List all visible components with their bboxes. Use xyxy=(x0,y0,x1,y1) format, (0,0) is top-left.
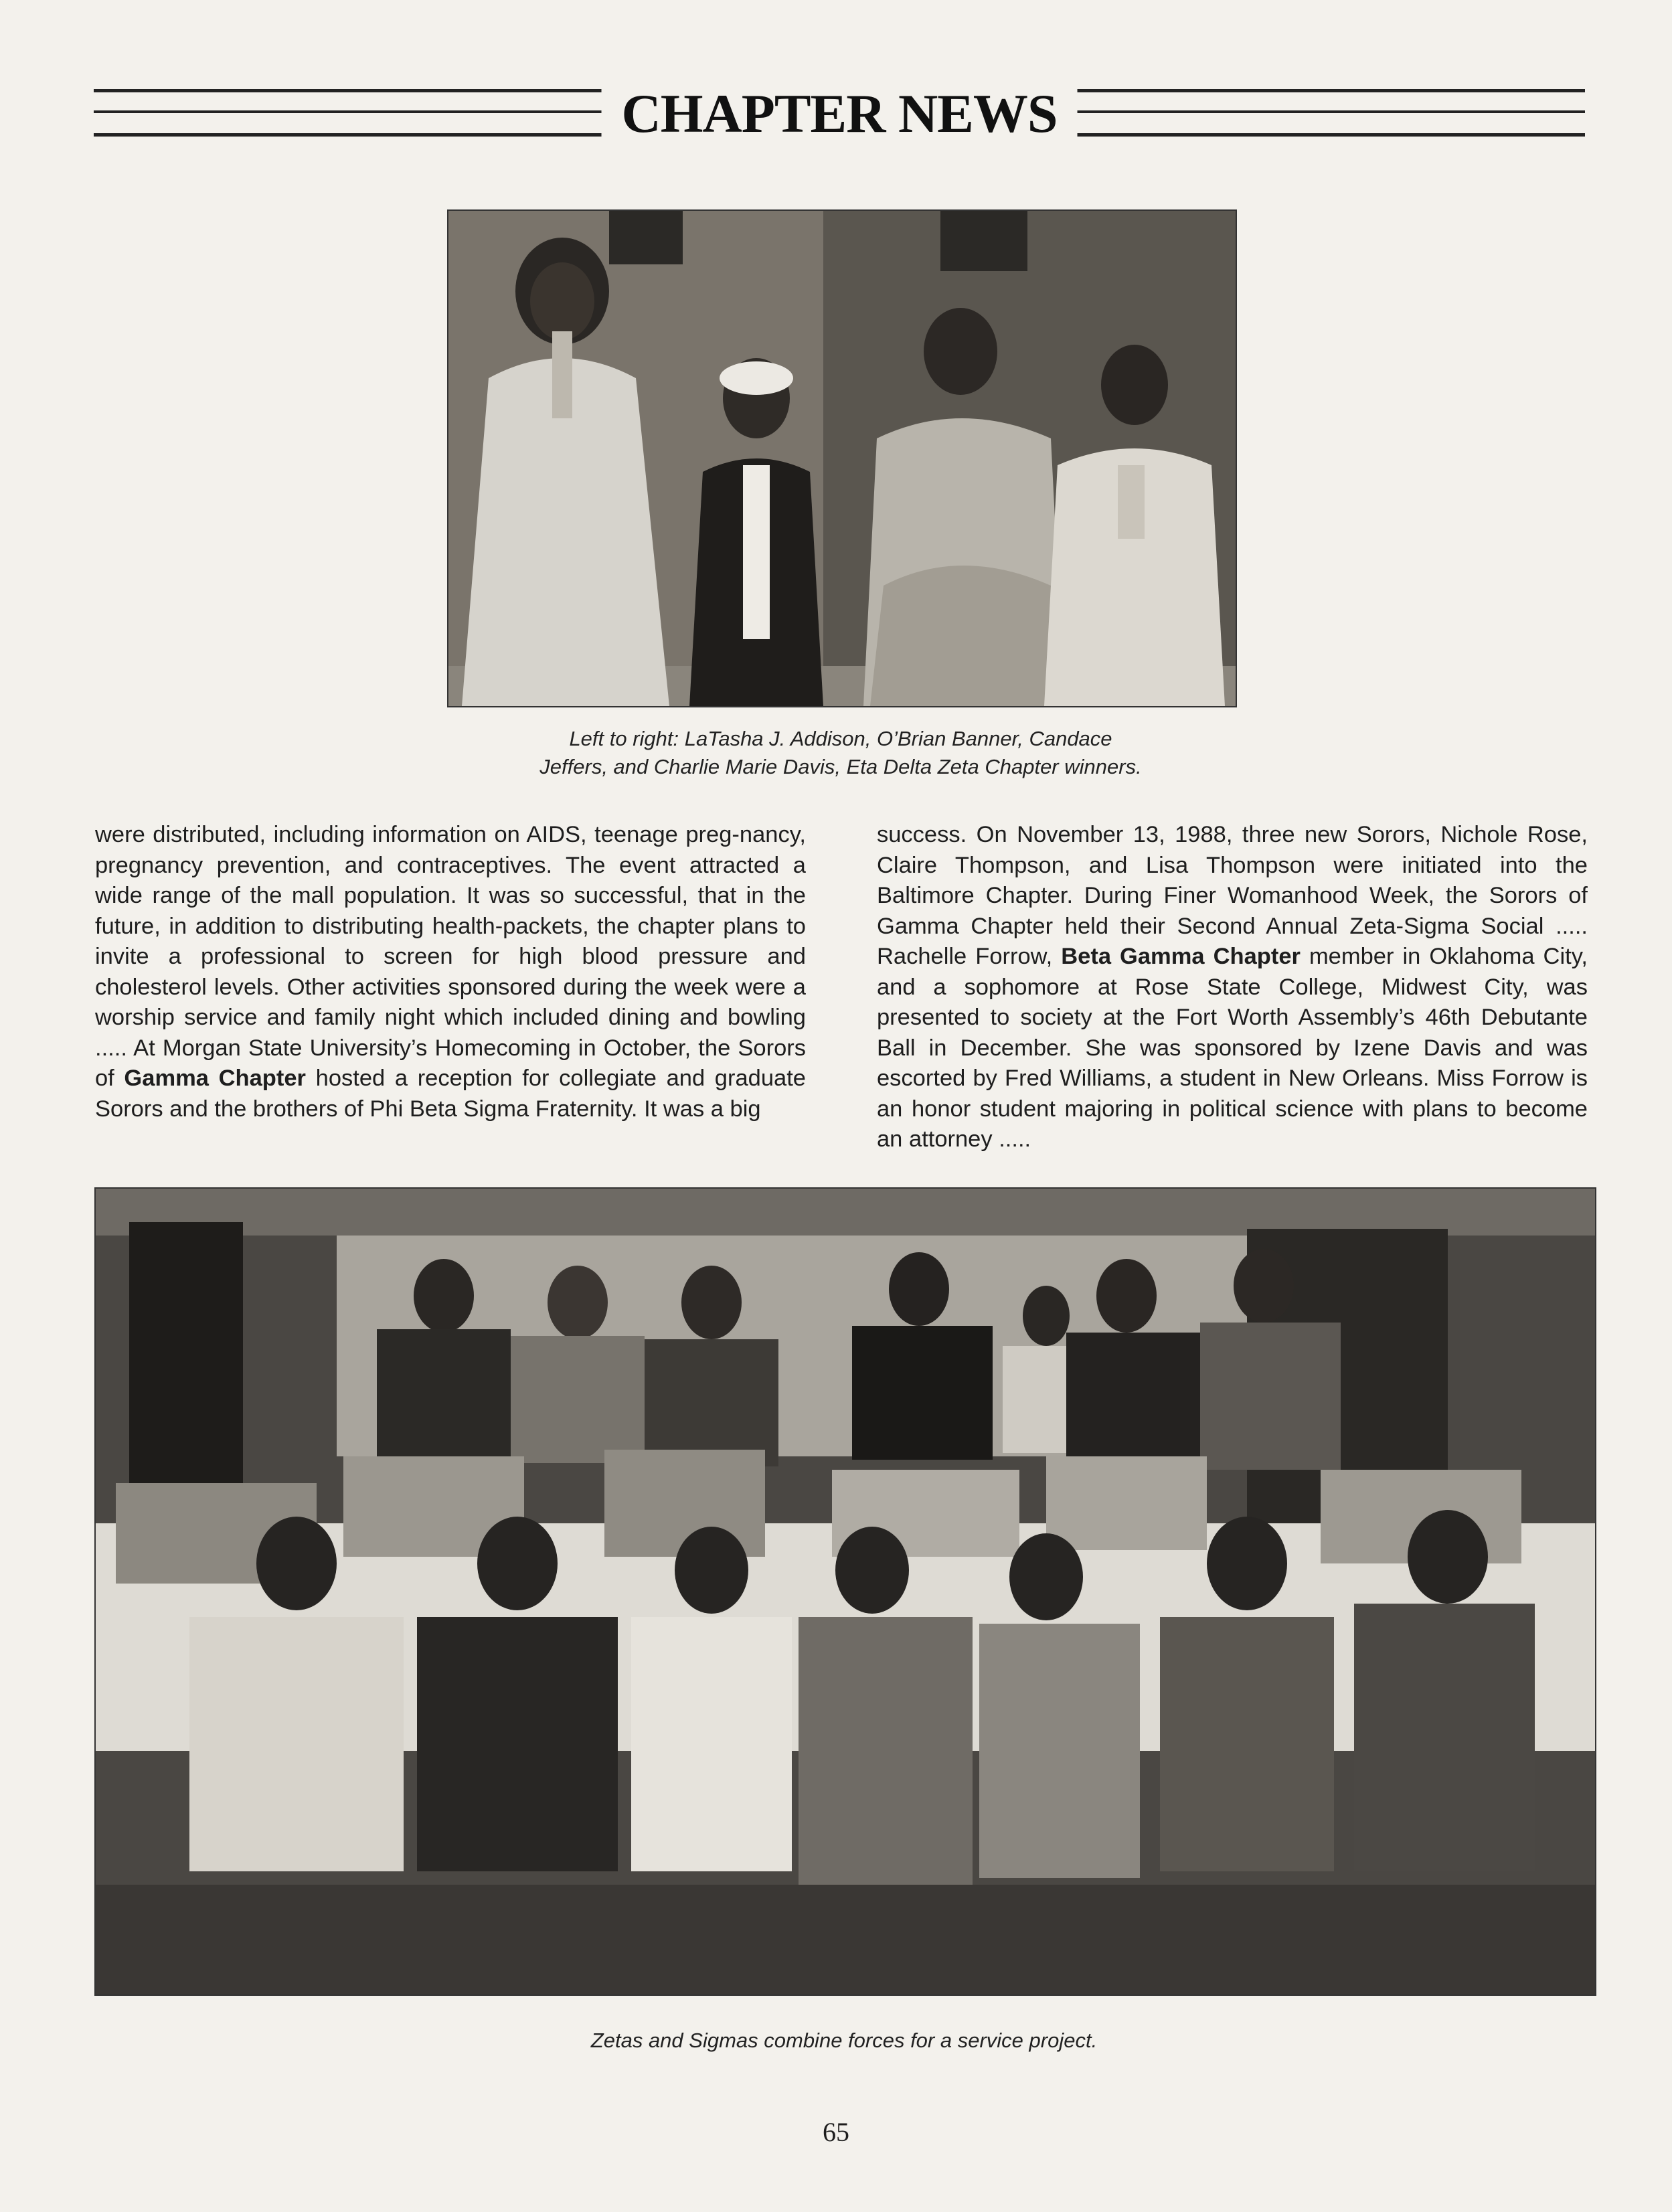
article-right-text-1: success. On November 13, 1988, three new Sorors, Nichole Rose, Claire Thompson, and Lisa Thompson were initiated into the Baltimore Chapter. During Finer Womanhood Week, the Sorors of Gamma Chapter held their Second Annual Zeta-Sigma Social ..... Rachelle Forrow, xyxy=(877,822,1588,969)
caption-line-2: Jeffers, and Charlie Marie Davis, Eta Delta Zeta Chapter winners. xyxy=(539,755,1142,778)
photo-service-project xyxy=(94,1187,1596,1996)
section-title: CHAPTER NEWS xyxy=(602,84,1078,144)
caption-line-1: Left to right: LaTasha J. Addison, O’Brian Banner, Candace xyxy=(569,727,1112,750)
photo-caption-service-project: Zetas and Sigmas combine forces for a service project. xyxy=(590,2029,1098,2052)
article-column-left xyxy=(95,820,806,1124)
article-left-text-2: hosted a reception for collegiate and graduate Sorors and the brothers of Phi Beta Sigma Fraternity. It was a big xyxy=(95,1066,806,1122)
article-column-right xyxy=(877,820,1588,1155)
photo-caption-winners xyxy=(447,725,1234,781)
masthead xyxy=(94,84,1585,144)
article-left-bold-gamma: Gamma Chapter xyxy=(124,1066,306,1091)
page-number: 65 xyxy=(823,2117,849,2147)
photo-chapter-winners-image xyxy=(448,211,1236,706)
photo-service-project-image xyxy=(96,1189,1595,1994)
photo-chapter-winners xyxy=(447,209,1237,707)
article-left-text-1: were distributed, including information on AIDS, teenage preg-nancy, pregnancy prevention, and contraceptives. The event attracted a wide range of the mall population. It was so successful, that in the future, in addition to distributing health-packets, the chapter plans to invite a professional to screen for high blood pressure and cholesterol levels. Other activities sponsored during the week were a worship service and family night which included dining and bowling ..... At Morgan State University’s Homecoming in October, the Sorors of xyxy=(95,822,806,1091)
article-right-text-2: member in Oklahoma City, and a sophomore at Rose State College, Midwest City, was presented to society at the Fort Worth Assembly’s 46th Debutante Ball in December. She was sponsored by Izene Davis and was escorted by Fred Williams, a student in New Orleans. Miss Forrow is an honor student majoring in political science with plans to become an attorney ..... xyxy=(877,944,1588,1152)
article-right-bold-beta-gamma: Beta Gamma Chapter xyxy=(1061,944,1301,969)
